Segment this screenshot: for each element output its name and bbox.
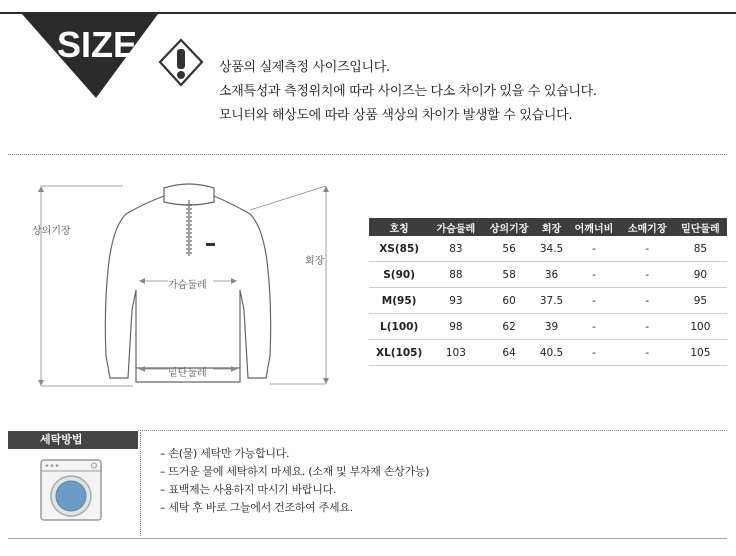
- notice-line: 소재특성과 측정위치에 따라 사이즈는 다소 차이가 있을 수 있습니다.: [219, 84, 597, 99]
- warning-icon: [158, 38, 204, 88]
- label-sleeve: 회장: [305, 256, 325, 267]
- washing-machine-icon: [40, 459, 102, 521]
- table-cell: 100: [674, 314, 727, 340]
- wash-item: – 뜨거운 물에 세탁하지 마세요. (소재 및 부자재 손상가능): [160, 465, 430, 478]
- table-cell: L(100): [369, 314, 429, 340]
- wash-tab: [8, 431, 154, 449]
- table-cell: -: [567, 236, 620, 262]
- table-cell: -: [621, 262, 674, 288]
- table-cell: XS(85): [369, 236, 429, 262]
- wash-item: – 손(물) 세탁만 가능합니다.: [160, 447, 290, 460]
- label-length: 상의기장: [32, 226, 71, 237]
- table-cell: -: [567, 262, 620, 288]
- table-cell: -: [621, 314, 674, 340]
- size-table: [369, 218, 727, 366]
- wash-vertical-divider: [140, 432, 141, 536]
- table-cell: 88: [429, 262, 482, 288]
- table-cell: 95: [674, 288, 727, 314]
- notice-line: 모니터와 해상도에 따라 상품 색상의 차이가 발생할 수 있습니다.: [219, 108, 573, 123]
- col-header: 소매기장: [621, 218, 674, 236]
- table-row: [369, 236, 727, 262]
- table-cell: 64: [482, 340, 535, 366]
- size-banner-label: SIZE: [57, 24, 138, 65]
- table-cell: 83: [429, 236, 482, 262]
- table-row: [369, 262, 727, 288]
- table-cell: 34.5: [536, 236, 568, 262]
- label-chest: 가슴둘레: [168, 280, 207, 291]
- chevron-right-icon: ▸: [149, 435, 154, 444]
- table-cell: 62: [482, 314, 535, 340]
- wash-divider: [138, 430, 727, 431]
- table-cell: 98: [429, 314, 482, 340]
- table-cell: -: [621, 288, 674, 314]
- wash-tab-label: 세탁방법: [40, 433, 83, 446]
- table-cell: 105: [674, 340, 727, 366]
- table-cell: XL(105): [369, 340, 429, 366]
- table-cell: 56: [482, 236, 535, 262]
- col-header: 밑단둘레: [674, 218, 727, 236]
- col-header: 어깨너비: [567, 218, 620, 236]
- wash-item: – 표백제는 사용하지 마시기 바랍니다.: [160, 483, 337, 496]
- table-cell: S(90): [369, 262, 429, 288]
- table-cell: M(95): [369, 288, 429, 314]
- table-cell: 40.5: [536, 340, 568, 366]
- logo-mark: [206, 243, 215, 246]
- wash-item: – 세탁 후 바로 그늘에서 건조하여 주세요.: [160, 501, 353, 514]
- col-header: 회장: [536, 218, 568, 236]
- label-hem: 밑단둘레: [168, 368, 207, 379]
- size-banner: [0, 0, 160, 100]
- table-cell: 90: [674, 262, 727, 288]
- table-cell: 37.5: [536, 288, 568, 314]
- table-cell: 39: [536, 314, 568, 340]
- table-row: [369, 314, 727, 340]
- table-cell: 85: [674, 236, 727, 262]
- table-cell: -: [621, 340, 674, 366]
- col-header: 가슴둘레: [429, 218, 482, 236]
- table-cell: -: [567, 288, 620, 314]
- table-cell: 36: [536, 262, 568, 288]
- bottom-rule: [8, 538, 727, 539]
- col-header: 호칭: [369, 218, 429, 236]
- notice-text: [219, 56, 597, 128]
- notice-line: 상품의 실제측정 사이즈입니다.: [219, 60, 390, 75]
- table-cell: 103: [429, 340, 482, 366]
- table-cell: 58: [482, 262, 535, 288]
- table-cell: -: [567, 314, 620, 340]
- wash-instructions: [160, 445, 429, 517]
- table-row: [369, 288, 727, 314]
- col-header: 상의기장: [482, 218, 535, 236]
- table-cell: 93: [429, 288, 482, 314]
- table-cell: -: [567, 340, 620, 366]
- section-divider: [8, 154, 727, 155]
- size-table-header: [369, 218, 727, 236]
- table-cell: 60: [482, 288, 535, 314]
- table-cell: -: [621, 236, 674, 262]
- table-row: [369, 340, 727, 366]
